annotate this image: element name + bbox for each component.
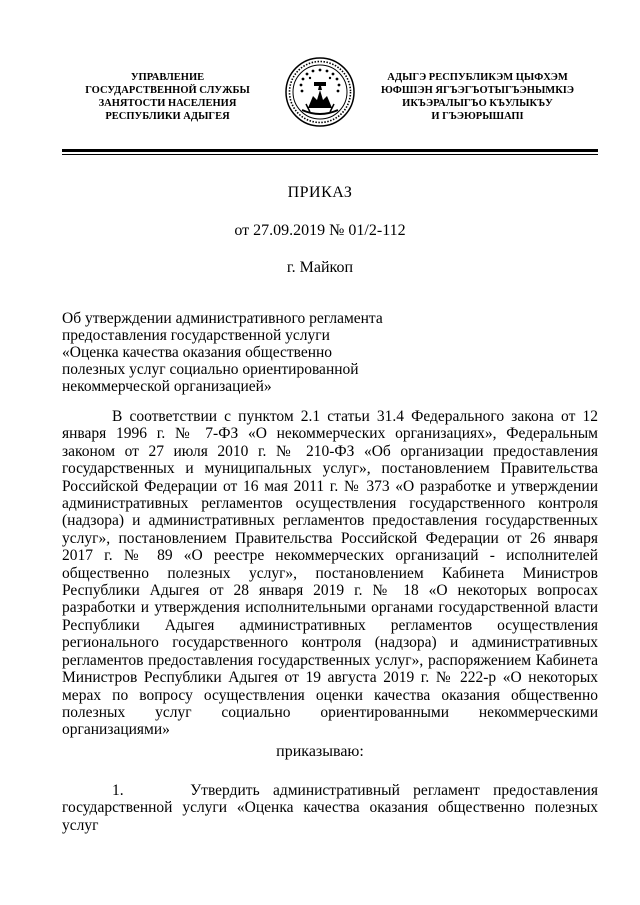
coat-of-arms-icon	[284, 56, 356, 128]
agency-name-line: ЗАНЯТОСТИ НАСЕЛЕНИЯ	[98, 98, 237, 109]
agency-name-line: И ГЪЭЮРЫШАПІ	[431, 111, 524, 122]
agency-name-line: АДЫГЭ РЕСПУБЛИКЭМ ЦЫФХЭМ	[387, 72, 568, 83]
subject-line: предоставления государственной услуги	[62, 327, 330, 344]
document-date-number: от 27.09.2019 № 01/2-112	[234, 222, 406, 239]
order-word: приказываю:	[276, 743, 364, 760]
header-divider-thin	[62, 154, 598, 155]
header-divider-thick	[62, 149, 598, 152]
agency-name-line: РЕСПУБЛИКИ АДЫГЕЯ	[105, 111, 230, 122]
document-subject	[62, 310, 383, 395]
agency-name-russian	[75, 71, 260, 123]
agency-name-line: ГОСУДАРСТВЕННОЙ СЛУЖБЫ	[85, 85, 250, 96]
order-item-1: 1. Утвердить административный регламент предоставления государственной услуги «Оценка качества оказания общественно полезных услуг	[62, 782, 598, 834]
document-city: г. Майкоп	[286, 259, 354, 276]
document-title: ПРИКАЗ	[287, 184, 353, 201]
agency-name-line: ЮФШІЭН ЯГЪЭГЪОТЫГЪЭНЫМКІЭ	[380, 85, 575, 96]
preamble-paragraph: В соответствии с пунктом 2.1 статьи 31.4 Федерального закона от 12 января 1996 г. № 7-ФЗ «О некоммерческих организациях», Федеральным законом от 27 июля 2010 г. № 210-ФЗ «Об организации предоставления государственных и муниципальных услуг», постановлением Правительства Российской Федерации от 16 мая 2011 г. № 373 «О разработке и утверждении административных регламентов осуществления государственного контроля (надзора) и административных регламентов предоставления государственных услуг», постановлением Правительства Российской Федерации от 26 января 2017 г. № 89 «О реестре некоммерческих организаций - исполнителей общественно полезных услуг», постановлением Кабинета Министров Республики Адыгея от 28 января 2019 г. № 18 «О некоторых вопросах разработки и утверждения исполнительными органами государственной власти Республики Адыгея административных регламентов осуществления регионального государственного контроля (надзора) и административных регламентов предоставления государственных услуг», распоряжением Кабинета Министров Республики Адыгея от 19 августа 2019 г. № 222-р «О некоторых мерах по вопросу осуществления оценки качества оказания общественно полезных услуг социально ориентированными некоммерческими организациями»	[62, 408, 598, 739]
subject-line: «Оценка качества оказания общественно	[62, 344, 333, 361]
subject-line: полезных услуг социально ориентированной	[62, 361, 359, 378]
agency-name-adyghe	[370, 71, 585, 123]
subject-line: Об утверждении административного регламента	[62, 310, 383, 327]
agency-name-line: ИКЪЭРАЛЫГЪО КЪУЛЫКЪУ	[402, 98, 553, 109]
agency-name-line: УПРАВЛЕНИЕ	[130, 72, 205, 83]
subject-line: некоммерческой организацией»	[62, 378, 272, 395]
